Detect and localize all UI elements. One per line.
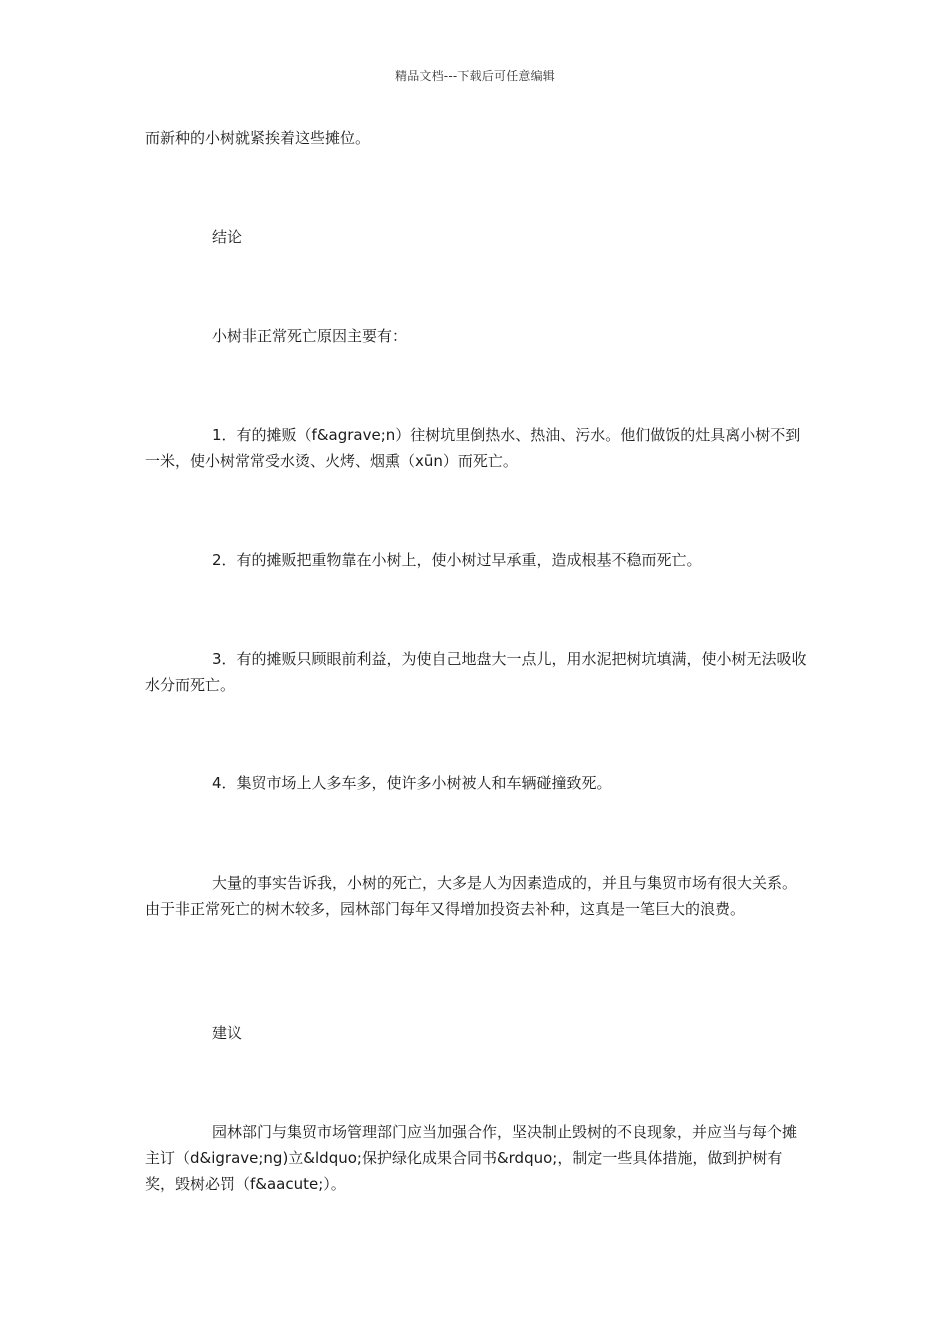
paragraph-continuation: 而新种的小树就紧挨着这些摊位。: [145, 129, 371, 147]
paragraph-summary: 大量的事实告诉我，小树的死亡，大多是人为因素造成的，并且与集贸市场有很大关系。由于非正常死亡的树木较多，园林部门每年又得增加投资去补种，这真是一笔巨大的浪费。: [145, 874, 798, 918]
paragraph-item-4: 4．集贸市场上人多车多，使许多小树被人和车辆碰撞致死。: [212, 774, 612, 792]
paragraph-intro: 小树非正常死亡原因主要有：: [212, 327, 408, 345]
paragraph-item-1: 1．有的摊贩（f&agrave;n）往树坑里倒热水、热油、污水。他们做饭的灶具离小树不到一米，使小树常常受水烫、火烤、烟熏（xūn）而死亡。: [145, 426, 801, 470]
page-header: 精品文档---下载后可任意编辑: [395, 69, 555, 83]
paragraph-item-2: 2．有的摊贩把重物靠在小树上，使小树过早承重，造成根基不稳而死亡。: [212, 551, 702, 569]
paragraph-suggestion: 园林部门与集贸市场管理部门应当加强合作，坚决制止毁树的不良现象，并应当与每个摊主订（d&igrave;ng)立&ldquo;保护绿化成果合同书&rdquo;，制定一些具体措施，做到护树有奖，毁树必罚（f&aacute;）。: [145, 1123, 798, 1193]
section-heading-suggestion: 建议: [212, 1024, 243, 1042]
section-heading-conclusion: 结论: [212, 228, 243, 246]
paragraph-item-3: 3．有的摊贩只顾眼前利益，为使自己地盘大一点儿，用水泥把树坑填满，使小树无法吸收水分而死亡。: [145, 650, 807, 694]
